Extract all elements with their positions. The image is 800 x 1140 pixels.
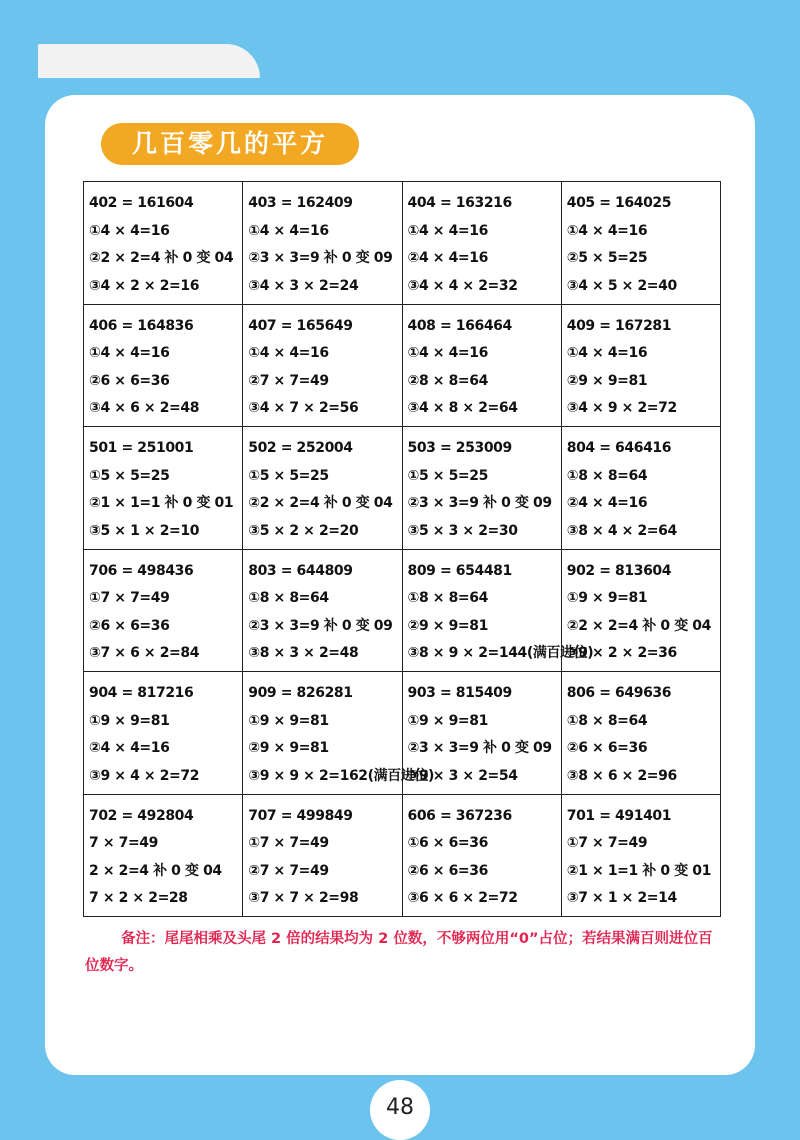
calculation-step: ②5 × 5=25: [566, 250, 648, 266]
calculation-step: ③7 × 7 × 2=98: [248, 890, 359, 906]
calculation-step: ②9 × 9=81: [407, 617, 488, 634]
problem-cell: [402, 304, 561, 427]
table-row: [84, 182, 721, 305]
calculation-step: ①4 × 4=16: [89, 222, 170, 239]
square-result: 904 = 817216: [89, 685, 194, 701]
top-tab-decoration: [38, 44, 260, 78]
calculation-step: ③5 × 1 × 2=10: [89, 522, 200, 539]
square-result: 402 = 161604: [89, 195, 194, 211]
problem-cell: [402, 549, 594, 672]
problem-cell: [561, 794, 720, 917]
square-result: 707 = 499849: [248, 807, 353, 824]
problem-cell: [402, 672, 561, 795]
calculation-step: ②7 × 7=49: [248, 372, 329, 389]
calculation-step: ②2 × 2=4 补 0 变 04: [566, 617, 711, 634]
page-number: 48: [386, 1095, 414, 1120]
square-result: 902 = 813604: [566, 562, 672, 579]
problem-cell: [561, 427, 720, 550]
calculation-step: ③9 × 4 × 2=72: [89, 767, 200, 784]
calculation-step: ②2 × 2=4 补 0 变 04: [89, 250, 234, 266]
problem-cell: [561, 182, 720, 305]
calculation-step: ①9 × 9=81: [89, 712, 170, 729]
square-result: 407 = 165649: [248, 317, 353, 334]
calculation-step: ①4 × 4=16: [248, 222, 329, 239]
problem-cell: [402, 182, 561, 305]
section-title: 几百零几的平方: [101, 123, 359, 165]
calculation-step: ③4 × 8 × 2=64: [407, 400, 518, 416]
problem-cell: [84, 427, 243, 550]
problem-cell: [243, 182, 402, 305]
square-result: 408 = 166464: [407, 317, 512, 334]
calculation-step: ③6 × 6 × 2=72: [407, 890, 518, 906]
footnote: 备注：尾尾相乘及头尾 2 倍的结果均为 2 位数，不够两位用“0”占位；若结果满百则进位百位数字。: [85, 931, 713, 974]
calculation-step: ③4 × 6 × 2=48: [89, 400, 200, 416]
calculation-step: ①4 × 4=16: [407, 222, 488, 239]
table-row: [84, 794, 721, 917]
square-result: 706 = 498436: [89, 562, 194, 579]
calculation-step: ①8 × 8=64: [407, 590, 488, 606]
problem-cell: [561, 304, 720, 427]
square-result: 503 = 253009: [407, 440, 512, 456]
calculation-step: ③9 × 2 × 2=36: [566, 645, 677, 661]
calculation-step: ①6 × 6=36: [407, 835, 488, 851]
problem-cell: [84, 182, 243, 305]
calculation-step: ③9 × 3 × 2=54: [407, 767, 518, 784]
calculation-step: ①4 × 4=16: [248, 345, 329, 361]
problem-cell: [84, 304, 243, 427]
calculation-step: ②6 × 6=36: [407, 862, 488, 879]
problem-cell: [243, 794, 402, 917]
calculation-step: ②3 × 3=9 补 0 变 09: [248, 250, 393, 266]
calculation-step: ①9 × 9=81: [566, 590, 648, 606]
square-result: 406 = 164836: [89, 317, 194, 334]
calculation-step: ①5 × 5=25: [407, 467, 488, 484]
calculation-step: ③4 × 7 × 2=56: [248, 400, 359, 416]
problem-cell: [84, 549, 243, 672]
calculation-step: ①7 × 7=49: [248, 835, 329, 851]
problem-cell: [243, 549, 402, 672]
calculation-step: 7 × 2 × 2=28: [89, 890, 188, 906]
calculation-step: ②4 × 4=16: [566, 495, 648, 511]
square-result: 702 = 492804: [89, 807, 194, 824]
square-result: 809 = 654481: [407, 562, 512, 579]
square-result: 701 = 491401: [566, 807, 672, 824]
square-result: 806 = 649636: [566, 685, 672, 701]
calculation-step: ①7 × 7=49: [89, 590, 170, 606]
calculation-step: ①8 × 8=64: [248, 590, 329, 606]
calculation-step: ①4 × 4=16: [407, 345, 488, 361]
calculation-step: ③8 × 4 × 2=64: [566, 522, 677, 539]
problem-cell: [402, 427, 561, 550]
square-result: 403 = 162409: [248, 195, 353, 211]
square-result: 903 = 815409: [407, 685, 512, 701]
calculation-step: ③5 × 3 × 2=30: [407, 522, 518, 539]
square-result: 404 = 163216: [407, 195, 512, 211]
calculation-step: ①9 × 9=81: [407, 712, 488, 729]
calculation-step: ③8 × 6 × 2=96: [566, 767, 677, 784]
problem-cell: [402, 794, 561, 917]
problem-cell: [84, 672, 243, 795]
square-result: 804 = 646416: [566, 440, 672, 456]
calculation-step: ①5 × 5=25: [248, 467, 329, 484]
square-result: 606 = 367236: [407, 807, 512, 824]
calculation-step: ③5 × 2 × 2=20: [248, 522, 359, 539]
square-result: 909 = 826281: [248, 685, 353, 701]
calculation-step: ②3 × 3=9 补 0 变 09: [407, 495, 552, 511]
square-result: 409 = 167281: [566, 317, 672, 334]
calculation-step: ②8 × 8=64: [407, 372, 488, 389]
square-result: 501 = 251001: [89, 440, 194, 456]
calculation-step: ①7 × 7=49: [566, 835, 648, 851]
calculation-step: ③9 × 9 × 2=162(满百进位): [248, 767, 435, 784]
calculation-step: ③7 × 6 × 2=84: [89, 645, 200, 661]
calculation-step: ③4 × 2 × 2=16: [89, 277, 200, 294]
calculation-step: ③4 × 3 × 2=24: [248, 277, 359, 294]
calculation-step: ②4 × 4=16: [407, 250, 488, 266]
calculation-step: ②4 × 4=16: [89, 740, 170, 756]
calculation-step: 7 × 7=49: [89, 835, 158, 851]
calculation-step: ①8 × 8=64: [566, 712, 648, 729]
calculation-step: ②6 × 6=36: [566, 740, 648, 756]
square-result: 405 = 164025: [566, 195, 672, 211]
calculation-step: ②1 × 1=1 补 0 变 01: [89, 495, 234, 511]
calculation-step: ①4 × 4=16: [566, 222, 648, 239]
calculation-step: ②2 × 2=4 补 0 变 04: [248, 495, 393, 511]
calculation-step: ③8 × 3 × 2=48: [248, 645, 359, 661]
calculation-step: 2 × 2=4 补 0 变 04: [89, 862, 222, 879]
calculation-step: ①5 × 5=25: [89, 467, 170, 484]
calculation-step: ②6 × 6=36: [89, 617, 170, 634]
calculation-step: ②9 × 9=81: [248, 740, 329, 756]
calculation-step: ①4 × 4=16: [566, 345, 648, 361]
problem-cell: [561, 549, 720, 672]
calculation-step: ③8 × 9 × 2=144(满百进位): [407, 645, 594, 661]
square-result: 803 = 644809: [248, 562, 353, 579]
calculation-step: ②3 × 3=9 补 0 变 09: [407, 740, 552, 756]
problem-cell: [243, 304, 402, 427]
square-result: 502 = 252004: [248, 440, 353, 456]
calculation-step: ②1 × 1=1 补 0 变 01: [566, 862, 711, 879]
squares-table: [83, 181, 721, 917]
table-row: [84, 427, 721, 550]
calculation-step: ②3 × 3=9 补 0 变 09: [248, 617, 393, 634]
problem-cell: [84, 794, 243, 917]
problem-cell: [243, 672, 435, 795]
calculation-step: ①4 × 4=16: [89, 345, 170, 361]
problem-cell: [243, 427, 402, 550]
calculation-step: ③7 × 1 × 2=14: [566, 890, 677, 906]
calculation-step: ①8 × 8=64: [566, 467, 648, 484]
table-row: [84, 549, 721, 672]
calculation-step: ③4 × 5 × 2=40: [566, 277, 677, 294]
calculation-step: ①9 × 9=81: [248, 712, 329, 729]
calculation-step: ②9 × 9=81: [566, 372, 648, 389]
calculation-step: ②6 × 6=36: [89, 372, 170, 389]
table-row: [84, 304, 721, 427]
table-row: [84, 672, 721, 795]
calculation-step: ②7 × 7=49: [248, 862, 329, 879]
problem-cell: [561, 672, 720, 795]
calculation-step: ③4 × 9 × 2=72: [566, 400, 677, 416]
calculation-step: ③4 × 4 × 2=32: [407, 277, 518, 294]
